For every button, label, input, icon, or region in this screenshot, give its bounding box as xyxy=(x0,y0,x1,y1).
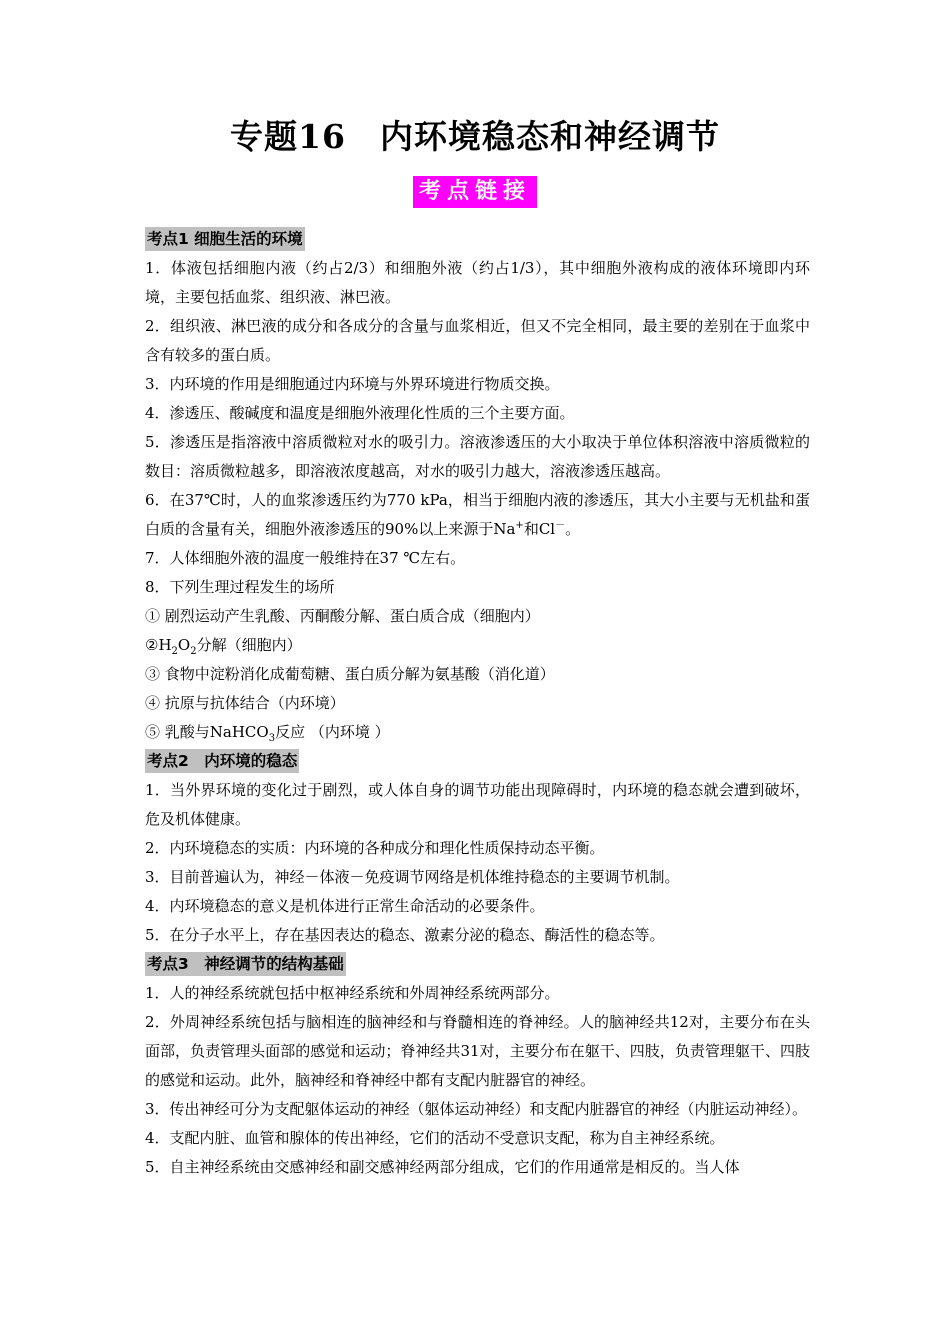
item-text: ②H xyxy=(145,636,172,654)
page-title: 专题16 内环境稳态和神经调节 xyxy=(230,117,720,156)
item-text: 和Cl xyxy=(523,520,556,538)
list-item: 1．当外界环境的变化过于剧烈，或人体自身的调节功能出现障碍时，内环境的稳态就会遭到破坏，危及机体健康。 xyxy=(145,781,810,828)
list-item: 8．下列生理过程发生的场所 xyxy=(145,578,335,596)
list-item: 1．人的神经系统就包括中枢神经系统和外周神经系统两部分。 xyxy=(145,984,560,1002)
list-item: ① 剧烈运动产生乳酸、丙酮酸分解、蛋白质合成（细胞内） xyxy=(145,607,540,625)
subscript: 2 xyxy=(171,646,178,657)
list-item: 5．在分子水平上，存在基因表达的稳态、激素分泌的稳态、酶活性的稳态等。 xyxy=(145,926,665,944)
list-item xyxy=(145,486,810,544)
item-text: 反应 （内环境 ） xyxy=(275,723,390,741)
list-item: ④ 抗原与抗体结合（内环境） xyxy=(145,694,345,712)
section-heading: 考点1 细胞生活的环境 xyxy=(145,227,305,251)
list-item: 1．体液包括细胞内液（约占2/3）和细胞外液（约占1/3），其中细胞外液构成的液体环境即内环境，主要包括血浆、组织液、淋巴液。 xyxy=(145,259,810,306)
section-3 xyxy=(145,950,810,1182)
document-body xyxy=(145,225,810,1182)
list-item: 3．目前普遍认为，神经－体液－免疫调节网络是机体维持稳态的主要调节机制。 xyxy=(145,868,680,886)
section-banner: 考点链接 xyxy=(413,176,537,208)
list-item: ③ 食物中淀粉消化成葡萄糖、蛋白质分解为氨基酸（消化道） xyxy=(145,665,555,683)
list-item xyxy=(145,631,810,660)
list-item: 2．组织液、淋巴液的成分和各成分的含量与血浆相近，但又不完全相同，最主要的差别在于血浆中含有较多的蛋白质。 xyxy=(145,317,810,364)
subscript: 3 xyxy=(268,733,276,744)
superscript: + xyxy=(515,520,524,531)
section-heading: 考点3 神经调节的结构基础 xyxy=(145,952,346,976)
list-item: 5．自主神经系统由交感神经和副交感神经两部分组成，它们的作用通常是相反的。当人体 xyxy=(145,1158,740,1176)
section-1 xyxy=(145,225,810,747)
subscript: 2 xyxy=(190,646,197,657)
list-item: 7．人体细胞外液的温度一般维持在37 ℃左右。 xyxy=(145,549,466,567)
list-item: 2．外周神经系统包括与脑相连的脑神经和与脊髓相连的脊神经。人的脑神经共12对，主要分布在头面部，负责管理头面部的感觉和运动；脊神经共31对，主要分布在躯干、四肢，负责管理躯干、四肢的感觉和运动。此外，脑神经和脊神经中都有支配内脏器官的神经。 xyxy=(145,1013,810,1089)
item-text: 6．在37℃时，人的血浆渗透压约为770 kPa，相当于细胞内液的渗透压，其大小主要与无机盐和蛋白质的含量有关，细胞外液渗透压的90%以上来源于Na xyxy=(145,491,810,538)
list-item: 2．内环境稳态的实质：内环境的各种成分和理化性质保持动态平衡。 xyxy=(145,839,605,857)
list-item: 4．渗透压、酸碱度和温度是细胞外液理化性质的三个主要方面。 xyxy=(145,404,575,422)
list-item: 3．传出神经可分为支配躯体运动的神经（躯体运动神经）和支配内脏器官的神经（内脏运动神经）。 xyxy=(145,1100,808,1118)
item-text: ⑤ 乳酸与NaHCO xyxy=(145,723,269,741)
section-2 xyxy=(145,747,810,950)
item-text: 分解（细胞内） xyxy=(196,636,302,654)
section-heading: 考点2 内环境的稳态 xyxy=(145,749,299,773)
list-item: 3．内环境的作用是细胞通过内环境与外界环境进行物质交换。 xyxy=(145,375,560,393)
item-text: O xyxy=(177,636,191,654)
list-item: 4．内环境稳态的意义是机体进行正常生命活动的必要条件。 xyxy=(145,897,545,915)
list-item: 5．渗透压是指溶液中溶质微粒对水的吸引力。溶液渗透压的大小取决于单位体积溶液中溶质微粒的数目：溶质微粒越多，即溶液浓度越高，对水的吸引力越大，溶液渗透压越高。 xyxy=(145,433,810,480)
banner-container xyxy=(0,176,950,208)
list-item xyxy=(145,718,810,747)
list-item: 4．支配内脏、血管和腺体的传出神经，它们的活动不受意识支配，称为自主神经系统。 xyxy=(145,1129,725,1147)
superscript: － xyxy=(555,520,566,531)
item-text: 。 xyxy=(565,520,581,538)
